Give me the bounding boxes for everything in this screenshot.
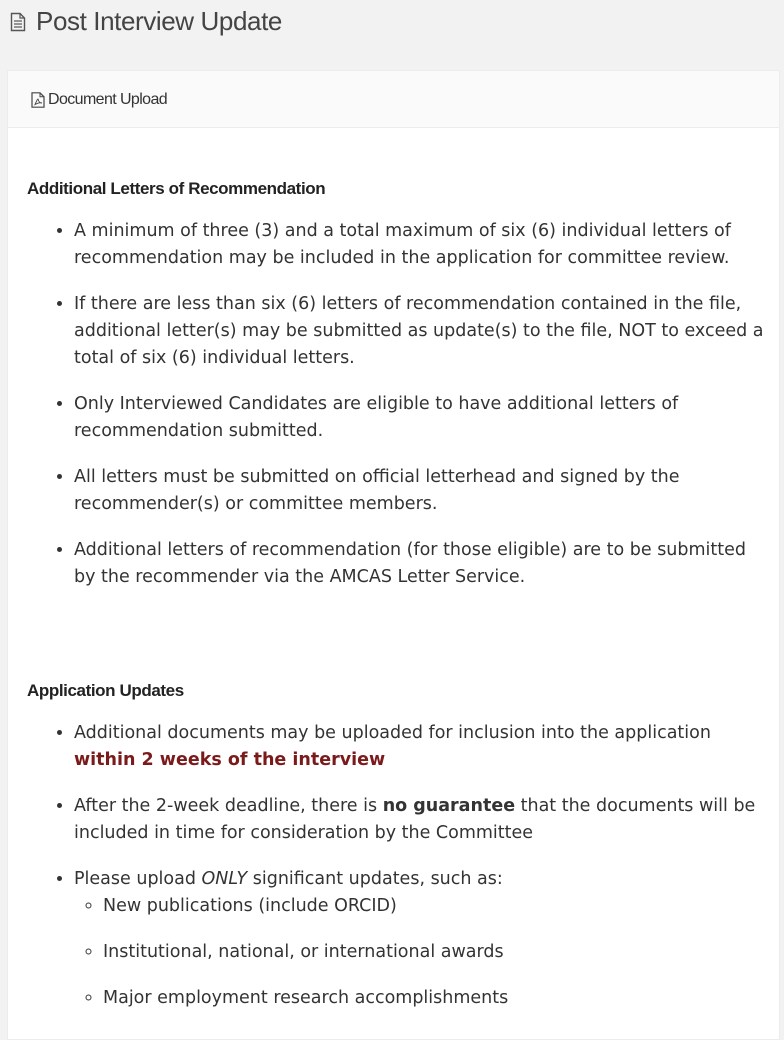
page-header: [0, 0, 784, 50]
sub-list-item: ◦ Major employment research accomplishments: [103, 985, 764, 1012]
significant-updates-sublist: [74, 893, 764, 1012]
deadline-highlight: within 2 weeks of the interview: [74, 750, 386, 770]
list-item: [74, 720, 764, 774]
letters-section-title: Additional Letters of Recommendation: [27, 179, 326, 198]
list-item: [74, 793, 764, 847]
letters-list: [55, 218, 764, 591]
document-upload-panel: [7, 70, 780, 1040]
list-item: • If there are less than six (6) letters of recommendation contained in the file, additional letter(s) may be submitted as update(s) to the file, NOT to exceed a total of six (6) individual letters.: [74, 291, 764, 372]
list-item-text: Please upload: [74, 869, 202, 889]
panel-heading-label: Document Upload: [48, 91, 168, 108]
sub-list-item: ◦ New publications (include ORCID): [103, 893, 764, 920]
list-item-text: Additional documents may be uploaded for inclusion into the application: [74, 723, 711, 743]
list-item: • Only Interviewed Candidates are eligible to have additional letters of recommendation submitted.: [74, 391, 764, 445]
updates-section-title: Application Updates: [27, 681, 184, 700]
only-emphasis: ONLY: [201, 869, 248, 889]
no-guarantee-emphasis: no guarantee: [382, 796, 516, 816]
pdf-file-icon: [31, 92, 45, 108]
panel-heading: [8, 71, 779, 128]
sub-list-item: ◦ Institutional, national, or international awards: [103, 939, 764, 966]
list-item-text: significant updates, such as:: [247, 869, 503, 889]
list-item-text: After the 2-week deadline, there is: [74, 796, 383, 816]
document-icon: [10, 12, 26, 32]
list-item: • All letters must be submitted on official letterhead and signed by the recommender(s) or committee members.: [74, 464, 764, 518]
page-title: Post Interview Update: [36, 6, 282, 36]
list-item: [74, 866, 764, 1012]
list-item-text: that the documents will be included in time for consideration by the Committee: [74, 796, 756, 843]
updates-list: [55, 720, 764, 1012]
list-item: • Additional letters of recommendation (for those eligible) are to be submitted by the recommender via the AMCAS Letter Service.: [74, 537, 764, 591]
list-item: • A minimum of three (3) and a total maximum of six (6) individual letters of recommendation may be included in the application for committee review.: [74, 218, 764, 272]
